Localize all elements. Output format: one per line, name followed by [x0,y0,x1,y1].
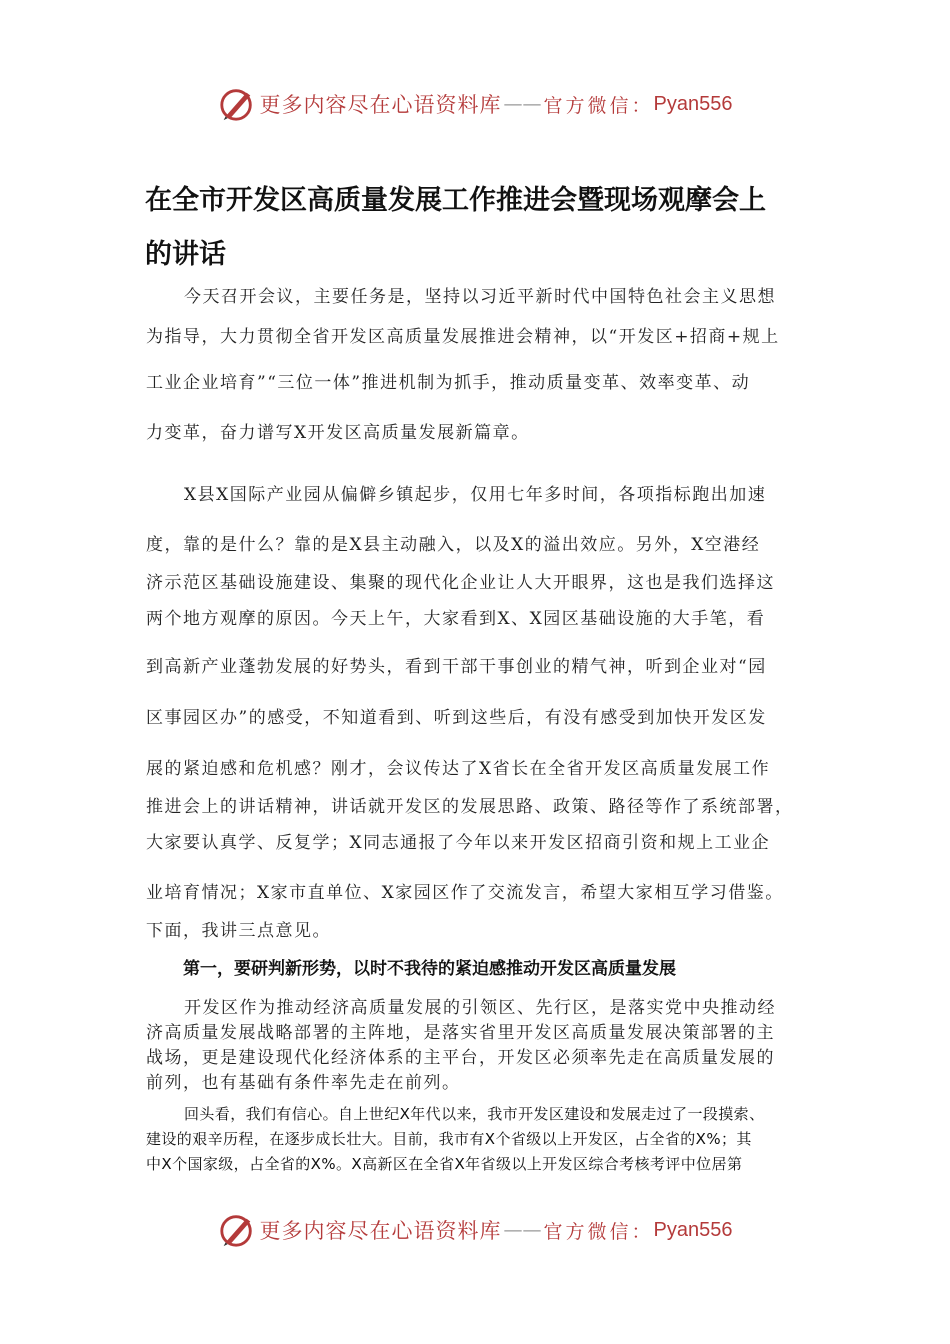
para3-line: 前列，也有基础有条件率先走在前列。 [146,1073,461,1093]
banner-wechat-id: Pyan556 [653,1218,733,1241]
banner-wechat-label: 官方微信： [543,94,654,117]
para2-line: 大家要认真学、反复学；X同志通报了今年以来开发区招商引资和规上工业企 [146,833,771,853]
section-heading-1: 第一，要研判新形势，以时不我待的紧迫感推动开发区高质量发展 [183,959,676,979]
header-banner [0,84,950,124]
para2-line: 区事园区办”的感受，不知道看到、听到这些后，有没有感受到加快开发区发 [146,708,767,728]
para2-line: 业培育情况；X家市直单位、X家园区作了交流发言，希望大家相互学习借鉴。 [146,883,784,903]
para2-line: X县X国际产业园从偏僻乡镇起步，仅用七年多时间，各项指标跑出加速 [184,485,767,505]
pen-logo-icon [218,1211,256,1249]
para4-line: 回头看，我们有信心。自上世纪X年代以来，我市开发区建设和发展走过了一段摸索、 [184,1105,765,1123]
para4-line: 中X个国家级，占全省的X%。X高新区在全省X年省级以上开发区综合考核考评中位居第 [146,1155,743,1173]
para1-line: 工业企业培育”“三位一体”推进机制为抓手，推动质量变革、效率变革、动 [146,373,751,393]
para3-line: 济高质量发展战略部署的主阵地，是落实省里开发区高质量发展决策部署的主 [146,1023,775,1043]
para2-line: 到高新产业蓬勃发展的好势头，看到干部干事创业的精气神，听到企业对“园 [146,657,767,677]
pen-logo-icon [218,85,256,123]
para1-line: 今天召开会议，主要任务是，坚持以习近平新时代中国特色社会主义思想 [184,287,776,307]
banner-dash: —— [503,93,542,115]
footer-banner [0,1210,950,1250]
title-line-1: 在全市开发区高质量发展工作推进会暨现场观摩会上 [145,185,766,216]
banner-dash: —— [503,1219,542,1241]
banner-text: 更多内容尽在心语资料库 [259,93,502,117]
para2-line: 济示范区基础设施建设、集聚的现代化企业让人大开眼界，这也是我们选择这 [146,573,775,593]
para4-line: 建设的艰辛历程，在逐步成长壮大。目前，我市有X个省级以上开发区，占全省的X%；其 [146,1130,752,1148]
banner-wechat-id: Pyan556 [653,92,733,115]
banner-wechat-label: 官方微信： [543,1220,654,1243]
banner-text: 更多内容尽在心语资料库 [259,1219,502,1243]
para2-line: 两个地方观摩的原因。今天上午，大家看到X、X园区基础设施的大手笔，看 [146,609,766,629]
para3-line: 战场，更是建设现代化经济体系的主平台，开发区必须率先走在高质量发展的 [146,1048,775,1068]
document-title [145,174,825,282]
para1-line: 力变革，奋力谱写X开发区高质量发展新篇章。 [146,423,530,443]
title-line-2: 的讲话 [145,239,226,270]
para3-line: 开发区作为推动经济高质量发展的引领区、先行区，是落实党中央推动经 [184,998,776,1018]
para2-line: 展的紧迫感和危机感？刚才，会议传达了X省长在全省开发区高质量发展工作 [146,759,771,779]
para2-line: 度，靠的是什么？靠的是X县主动融入，以及X的溢出效应。另外，X空港经 [146,535,761,555]
para1-line: 为指导，大力贯彻全省开发区高质量发展推进会精神，以“开发区+招商+规上 [146,327,780,347]
para2-line: 推进会上的讲话精神，讲话就开发区的发展思路、政策、路径等作了系统部署， [146,797,794,817]
para2-line: 下面，我讲三点意见。 [146,921,331,941]
